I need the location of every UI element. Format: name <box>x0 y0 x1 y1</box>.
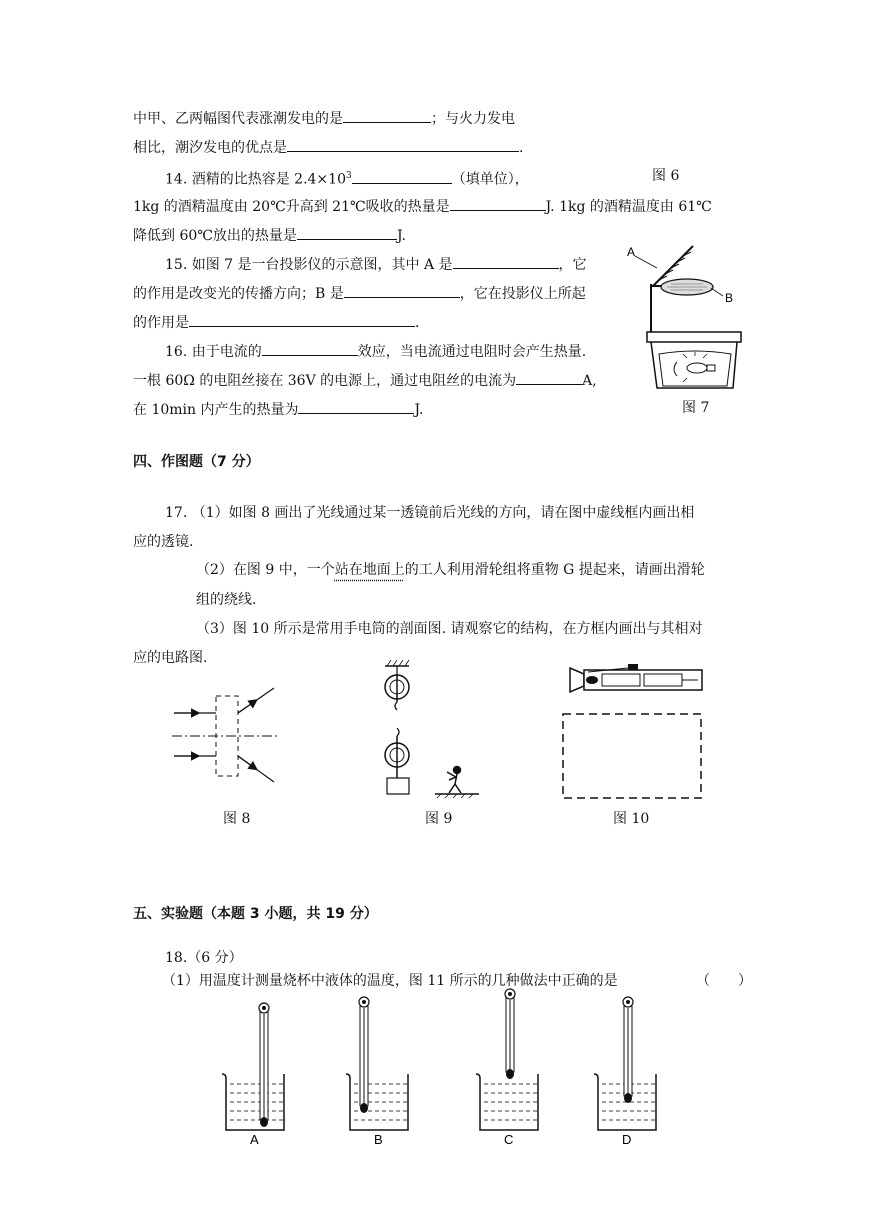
ceiling-hatch <box>387 660 409 666</box>
flashlight-head <box>570 668 584 692</box>
q14-text: （填单位）， <box>451 171 529 188</box>
beaker-option-c <box>476 989 538 1147</box>
option-label: D <box>622 1132 632 1147</box>
answer-blank[interactable] <box>287 137 519 152</box>
q15-line2 <box>133 283 586 304</box>
beaker-option-a <box>222 1003 284 1147</box>
q15-text: ，它在投影仪上所起 <box>459 286 586 302</box>
section4-title: 四、作图题（7 分） <box>133 454 260 470</box>
q15-line3 <box>133 312 419 333</box>
q13-text: ；与火力发电 <box>431 111 515 127</box>
thermometer-beakers <box>218 990 658 1150</box>
q14-line1 <box>165 166 529 190</box>
q17-p3-line2: 应的电路图. <box>133 650 208 666</box>
q15-text: 15. 如图 7 是一台投影仪的示意图，其中 A 是 <box>165 257 453 273</box>
q16-text: 16. 由于电流的 <box>165 344 262 360</box>
emphasis-text: 站在地面上 <box>334 562 405 578</box>
label-b: B <box>725 291 734 305</box>
option-label: C <box>504 1132 514 1147</box>
beaker-option-b <box>346 997 408 1147</box>
q16-text: A, <box>582 373 597 389</box>
q13-text: 相比，潮汐发电的优点是 <box>133 140 287 156</box>
hook <box>397 728 399 736</box>
q15-text: 的作用是改变光的传播方向；B 是 <box>133 286 344 302</box>
projector-body <box>651 342 737 388</box>
answer-blank[interactable] <box>343 108 431 123</box>
q13-line1 <box>133 108 515 129</box>
bulb <box>586 676 598 684</box>
q15-text: ，它 <box>558 257 587 273</box>
q16-text: J. <box>414 402 424 418</box>
option-label: A <box>250 1132 259 1147</box>
lamp-reflector <box>674 362 677 376</box>
projector-top <box>647 332 741 342</box>
answer-blank[interactable] <box>262 341 358 356</box>
beaker-option-d <box>594 997 656 1147</box>
q13-text: 中甲、乙两幅图代表涨潮发电的是 <box>133 111 343 127</box>
q14-text: 1kg 的酒精温度由 20℃升高到 21℃吸收的热量是 <box>133 199 450 215</box>
worker-figure <box>447 767 461 794</box>
q17-text: 的工人利用滑轮组将重物 G 提起来，请画出滑轮 <box>404 562 705 578</box>
q15-line1 <box>165 254 587 275</box>
projector-diagram <box>615 238 745 388</box>
answer-blank[interactable] <box>516 370 582 385</box>
q14-text: 降低到 60℃放出的热量是 <box>133 228 297 244</box>
q13-text: . <box>519 140 524 156</box>
label-a: A <box>627 245 636 259</box>
answer-blank[interactable] <box>453 254 559 269</box>
lamp-base <box>707 365 715 371</box>
answer-blank[interactable] <box>450 196 546 211</box>
light-rays <box>683 352 707 382</box>
battery <box>644 674 682 686</box>
q14-text: J. 1kg 的酒精温度由 61℃ <box>545 199 712 215</box>
ray-arrow <box>238 701 256 714</box>
answer-blank[interactable] <box>189 312 415 327</box>
switch <box>628 664 638 670</box>
option-label: B <box>374 1132 383 1147</box>
circuit-answer-box[interactable] <box>562 713 702 799</box>
q14-line2 <box>133 196 712 217</box>
lens-ray-diagram <box>170 686 290 786</box>
q17-p3-line1: （3）图 10 所示是常用手电筒的剖面图. 请观察它的结构，在方框内画出与其相对 <box>196 621 703 637</box>
label-leader <box>711 288 723 296</box>
q17-text: （2）在图 9 中，一个 <box>196 562 335 578</box>
q18-p1: （1）用温度计测量烧杯中液体的温度，图 11 所示的几种做法中正确的是 <box>162 973 618 989</box>
q16-text: 一根 60Ω 的电阻丝接在 36V 的电源上，通过电阻丝的电流为 <box>133 373 517 389</box>
hook <box>395 702 397 710</box>
fig8-caption: 图 8 <box>223 811 251 827</box>
q16-line3 <box>133 399 423 420</box>
q18-head: 18.（6 分） <box>165 950 243 966</box>
thermometer-bulb <box>260 1117 268 1127</box>
q17-p2-line1 <box>196 560 705 580</box>
thermometer-bulb <box>624 1093 632 1103</box>
q14-text: J. <box>396 228 406 244</box>
q15-text: 的作用是 <box>133 315 189 331</box>
ray-arrow <box>238 756 256 769</box>
answer-paren[interactable]: （ ） <box>696 973 752 989</box>
fig9-caption: 图 9 <box>425 811 453 827</box>
answer-blank[interactable] <box>352 169 452 184</box>
q16-text: 在 10min 内产生的热量为 <box>133 402 299 418</box>
answer-blank[interactable] <box>344 283 460 298</box>
q17-p2-line2: 组的绕线. <box>196 592 257 608</box>
q17-p1-line1: 17. （1）如图 8 画出了光线通过某一透镜前后光线的方向，请在图中虚线框内画出相 <box>165 505 695 521</box>
section5-title: 五、实验题（本题 3 小题，共 19 分） <box>133 906 378 922</box>
q14-text: 14. 酒精的比热容是 2.4×10 <box>165 171 346 188</box>
superscript: 3 <box>345 171 352 181</box>
battery <box>602 674 640 686</box>
lamp-bulb <box>687 363 707 373</box>
q13-line2 <box>133 137 523 158</box>
label-leader <box>635 256 657 268</box>
thermometer-bulb <box>506 1069 514 1079</box>
projector-inner <box>659 351 731 386</box>
q16-line2 <box>133 370 597 391</box>
q14-line3 <box>133 225 406 246</box>
weight-g <box>387 778 409 794</box>
fig7-caption: 图 7 <box>682 400 710 416</box>
thermometer-bulb <box>360 1103 368 1113</box>
answer-blank[interactable] <box>297 225 397 240</box>
dashed-answer-box[interactable] <box>563 714 701 798</box>
fig10-caption: 图 10 <box>613 811 650 827</box>
flashlight-diagram <box>568 660 708 700</box>
q16-text: 效应，当电流通过电阻时会产生热量. <box>357 344 587 360</box>
q17-p1-line2: 应的透镜. <box>133 534 194 550</box>
pulley-diagram <box>375 660 495 800</box>
q15-text: . <box>415 315 420 331</box>
fig6-caption: 图 6 <box>652 168 680 184</box>
q16-line1 <box>165 341 586 362</box>
answer-blank[interactable] <box>298 399 414 414</box>
